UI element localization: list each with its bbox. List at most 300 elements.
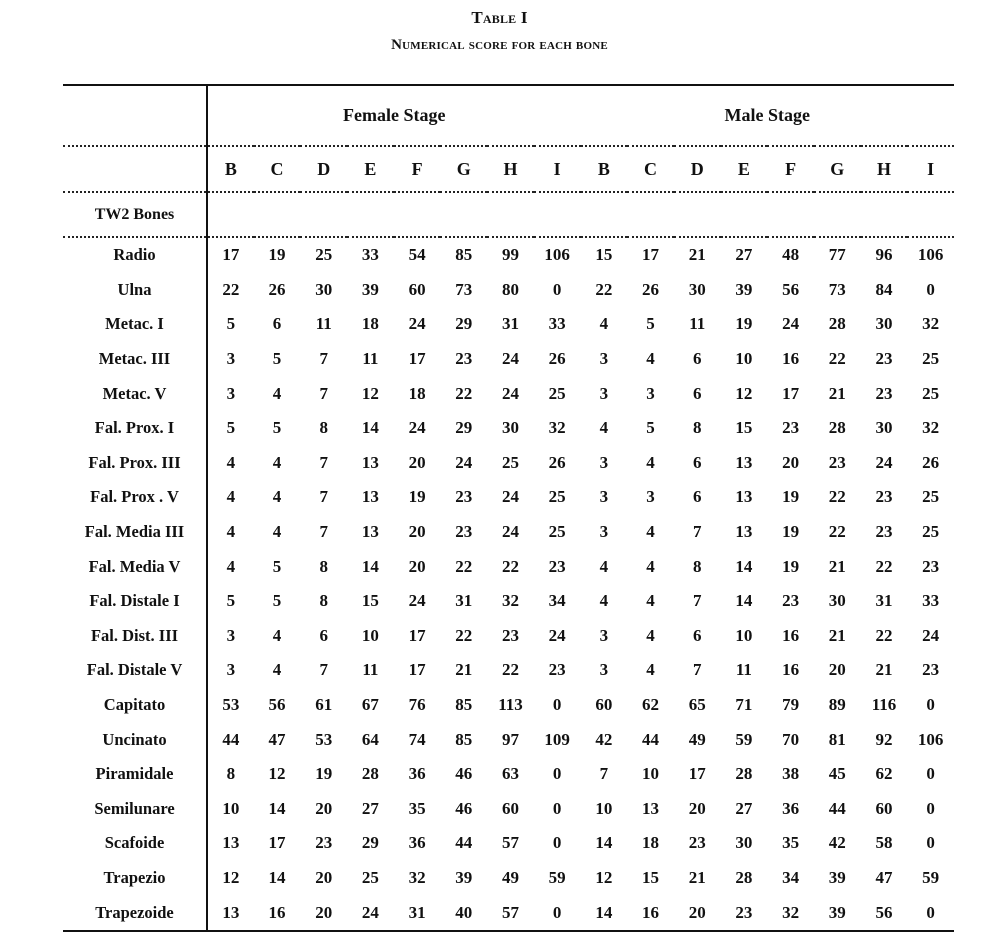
score-cell: 13 xyxy=(207,895,254,931)
score-cell: 38 xyxy=(782,764,800,784)
score-cell: 113 xyxy=(498,695,523,715)
score-cell: 14 xyxy=(361,556,379,576)
score-cell: 71 xyxy=(735,695,753,715)
score-cell: 24 xyxy=(347,895,394,931)
score-cell: 0 xyxy=(552,798,562,818)
score-cell: 19 xyxy=(735,314,753,334)
bone-name: Fal. Media V xyxy=(63,549,207,584)
score-cell: 3 xyxy=(646,383,655,403)
score-cell: 74 xyxy=(408,729,426,749)
score-cell: 4 xyxy=(272,625,282,645)
score-cell: 20 xyxy=(408,452,426,472)
bone-name: Fal. Media III xyxy=(63,515,207,550)
score-cell: 30 xyxy=(501,418,519,438)
score-cell: 28 xyxy=(828,314,846,334)
section-row xyxy=(63,192,954,237)
score-cell: 58 xyxy=(875,833,893,853)
score-cell: 20 xyxy=(782,452,800,472)
score-cell: 24 xyxy=(501,522,519,542)
score-cell: 99 xyxy=(501,245,519,265)
score-cell: 59 xyxy=(548,867,566,887)
score-cell: 73 xyxy=(455,279,473,299)
score-cell: 12 xyxy=(735,383,753,403)
score-cell: 92 xyxy=(875,729,893,749)
bone-name: Scafoide xyxy=(63,826,207,861)
score-cell: 22 xyxy=(455,625,473,645)
score-cell: 16 xyxy=(254,895,301,931)
stage-letter: H xyxy=(876,158,891,179)
score-cell: 60 xyxy=(408,279,426,299)
score-cell: 30 xyxy=(875,418,893,438)
score-cell: 11 xyxy=(362,349,379,369)
table-row xyxy=(63,722,954,757)
score-cell: 4 xyxy=(272,487,282,507)
section-label: TW2 Bones xyxy=(63,192,207,237)
score-cell: 24 xyxy=(408,591,426,611)
score-cell: 27 xyxy=(361,798,379,818)
table-label xyxy=(0,8,999,28)
score-cell: 53 xyxy=(222,695,240,715)
score-cell: 13 xyxy=(361,487,379,507)
score-cell: 20 xyxy=(828,660,846,680)
table-label-rest: able I xyxy=(482,8,528,27)
table-row xyxy=(63,515,954,550)
score-cell: 17 xyxy=(688,764,706,784)
score-cell: 16 xyxy=(782,660,800,680)
score-cell: 44 xyxy=(642,729,660,749)
score-cell: 47 xyxy=(875,867,893,887)
table-row xyxy=(63,376,954,411)
score-cell: 46 xyxy=(455,764,473,784)
table-row xyxy=(63,411,954,446)
score-cell: 19 xyxy=(782,487,800,507)
score-cell: 31 xyxy=(501,314,519,334)
table-row xyxy=(63,895,954,931)
score-cell: 22 xyxy=(455,556,473,576)
score-cell: 21 xyxy=(455,660,473,680)
bone-name: Semilunare xyxy=(63,792,207,827)
score-cell: 14 xyxy=(268,798,286,818)
score-cell: 0 xyxy=(926,798,935,818)
score-cell: 35 xyxy=(408,798,426,818)
score-cell: 77 xyxy=(828,245,846,265)
score-cell: 29 xyxy=(361,833,379,853)
score-cell: 33 xyxy=(922,591,940,611)
score-cell: 32 xyxy=(922,418,940,438)
score-cell: 6 xyxy=(692,383,702,403)
score-cell: 14 xyxy=(595,833,613,853)
stage-letter: B xyxy=(224,158,237,179)
score-cell: 26 xyxy=(548,452,566,472)
score-cell: 23 xyxy=(688,833,706,853)
score-cell: 30 xyxy=(875,314,893,334)
bone-name: Fal. Prox. I xyxy=(63,411,207,446)
score-cell: 18 xyxy=(642,833,660,853)
score-cell: 13 xyxy=(222,833,240,853)
score-cell: 85 xyxy=(455,729,473,749)
score-cell: 5 xyxy=(646,418,655,438)
score-cell: 7 xyxy=(319,522,328,542)
score-cell: 4 xyxy=(646,660,655,680)
table-row xyxy=(63,861,954,896)
score-cell: 47 xyxy=(268,729,286,749)
score-cell: 30 xyxy=(828,591,846,611)
score-cell: 19 xyxy=(782,556,800,576)
score-cell: 12 xyxy=(361,383,379,403)
score-cell: 4 xyxy=(599,556,609,576)
score-cell: 4 xyxy=(272,660,282,680)
score-cell: 31 xyxy=(455,591,473,611)
score-cell: 28 xyxy=(361,764,379,784)
score-cell: 3 xyxy=(599,452,609,472)
score-cell: 27 xyxy=(735,798,753,818)
score-cell: 76 xyxy=(408,695,426,715)
score-cell: 25 xyxy=(548,487,566,507)
score-cell: 23 xyxy=(548,556,566,576)
score-cell: 19 xyxy=(782,522,800,542)
bone-name: Fal. Dist. III xyxy=(63,619,207,654)
score-cell: 14 xyxy=(268,867,286,887)
score-cell: 6 xyxy=(692,452,702,472)
score-cell: 33 xyxy=(548,314,566,334)
score-cell: 0 xyxy=(552,279,562,299)
score-cell: 10 xyxy=(735,625,753,645)
score-cell: 4 xyxy=(226,487,236,507)
stage-letter-row xyxy=(63,146,954,192)
score-cell: 42 xyxy=(595,729,613,749)
bone-name: Trapezio xyxy=(63,861,207,896)
score-cell: 60 xyxy=(875,798,893,818)
score-cell: 12 xyxy=(595,867,613,887)
group-header-row xyxy=(63,85,954,146)
score-cell: 22 xyxy=(828,522,846,542)
score-cell: 20 xyxy=(408,522,426,542)
score-cell: 5 xyxy=(272,349,282,369)
score-cell: 32 xyxy=(548,418,566,438)
header-corner xyxy=(63,146,207,192)
score-cell: 14 xyxy=(581,895,628,931)
score-cell: 5 xyxy=(272,418,282,438)
score-cell: 22 xyxy=(501,660,519,680)
score-cell: 22 xyxy=(222,279,240,299)
score-cell: 23 xyxy=(455,349,473,369)
bone-name: Metac. I xyxy=(63,307,207,342)
score-cell: 4 xyxy=(646,349,655,369)
score-cell: 23 xyxy=(922,556,940,576)
bone-name: Piramidale xyxy=(63,757,207,792)
score-cell: 7 xyxy=(692,522,702,542)
score-cell: 24 xyxy=(548,625,566,645)
bone-name: Capitato xyxy=(63,688,207,723)
stage-letter: C xyxy=(270,158,284,179)
score-cell: 34 xyxy=(782,867,800,887)
score-cell: 21 xyxy=(688,867,706,887)
table-row xyxy=(63,273,954,308)
score-cell: 8 xyxy=(319,556,328,576)
score-cell: 7 xyxy=(319,660,328,680)
score-cell: 4 xyxy=(646,591,655,611)
score-cell: 11 xyxy=(689,314,706,334)
table-row xyxy=(63,549,954,584)
score-cell: 60 xyxy=(501,798,519,818)
score-cell: 33 xyxy=(361,245,379,265)
stage-letter: G xyxy=(830,158,845,179)
bone-name: Metac. III xyxy=(63,342,207,377)
score-cell: 25 xyxy=(922,487,940,507)
score-cell: 22 xyxy=(875,556,893,576)
score-cell: 17 xyxy=(642,245,660,265)
score-cell: 85 xyxy=(455,245,473,265)
score-cell: 28 xyxy=(735,867,753,887)
score-cell: 13 xyxy=(735,522,753,542)
score-cell: 32 xyxy=(767,895,814,931)
score-cell: 19 xyxy=(315,764,333,784)
score-cell: 7 xyxy=(319,349,328,369)
score-cell: 23 xyxy=(875,522,893,542)
stage-letter: E xyxy=(737,158,750,179)
score-cell: 67 xyxy=(361,695,379,715)
score-cell: 73 xyxy=(828,279,846,299)
score-cell: 5 xyxy=(226,418,236,438)
score-cell: 5 xyxy=(226,591,236,611)
score-cell: 21 xyxy=(828,556,846,576)
score-cell: 17 xyxy=(408,660,426,680)
score-cell: 20 xyxy=(688,798,706,818)
score-cell: 0 xyxy=(926,833,935,853)
table-label-initial: T xyxy=(471,8,483,27)
score-cell: 25 xyxy=(922,522,940,542)
bone-name: Metac. V xyxy=(63,376,207,411)
score-cell: 57 xyxy=(487,895,534,931)
score-cell: 16 xyxy=(627,895,674,931)
score-cell: 35 xyxy=(782,833,800,853)
score-cell: 13 xyxy=(361,522,379,542)
score-cell: 22 xyxy=(501,556,519,576)
score-cell: 17 xyxy=(268,833,286,853)
score-cell: 24 xyxy=(501,349,519,369)
score-cell: 97 xyxy=(501,729,519,749)
score-cell: 4 xyxy=(226,522,236,542)
score-cell: 32 xyxy=(922,314,940,334)
bone-name: Fal. Prox. III xyxy=(63,446,207,481)
score-cell: 14 xyxy=(735,591,753,611)
score-cell: 26 xyxy=(268,279,286,299)
score-cell: 17 xyxy=(408,625,426,645)
score-cell: 23 xyxy=(782,418,800,438)
score-cell: 3 xyxy=(599,349,609,369)
score-cell: 4 xyxy=(272,383,282,403)
score-cell: 22 xyxy=(828,487,846,507)
score-cell: 39 xyxy=(735,279,753,299)
score-cell: 14 xyxy=(735,556,753,576)
score-cell: 23 xyxy=(875,487,893,507)
score-cell: 23 xyxy=(721,895,768,931)
stage-letter: I xyxy=(553,158,561,179)
score-cell: 15 xyxy=(642,867,660,887)
score-cell: 5 xyxy=(226,314,236,334)
score-cell: 4 xyxy=(599,418,609,438)
score-cell: 6 xyxy=(692,349,702,369)
table-row xyxy=(63,619,954,654)
score-cell: 25 xyxy=(548,522,566,542)
score-cell: 19 xyxy=(268,245,286,265)
score-cell: 5 xyxy=(272,556,282,576)
score-cell: 44 xyxy=(222,729,240,749)
score-cell: 20 xyxy=(315,867,333,887)
score-cell: 7 xyxy=(319,452,328,472)
score-cell: 0 xyxy=(907,895,954,931)
score-cell: 22 xyxy=(455,383,473,403)
table-row xyxy=(63,237,954,273)
score-cell: 6 xyxy=(692,487,702,507)
score-cell: 20 xyxy=(408,556,426,576)
table-row xyxy=(63,307,954,342)
score-cell: 15 xyxy=(595,245,613,265)
score-cell: 25 xyxy=(361,867,379,887)
score-cell: 3 xyxy=(599,660,609,680)
score-cell: 13 xyxy=(361,452,379,472)
score-cell: 14 xyxy=(361,418,379,438)
table-row xyxy=(63,342,954,377)
score-cell: 4 xyxy=(226,556,236,576)
score-cell: 10 xyxy=(595,798,613,818)
score-cell: 106 xyxy=(917,729,944,749)
score-cell: 44 xyxy=(828,798,846,818)
score-cell: 23 xyxy=(875,349,893,369)
score-cell: 39 xyxy=(455,867,473,887)
score-cell: 11 xyxy=(362,660,379,680)
score-cell: 53 xyxy=(315,729,333,749)
score-cell: 32 xyxy=(501,591,519,611)
score-cell: 23 xyxy=(455,522,473,542)
score-cell: 29 xyxy=(455,418,473,438)
bone-name: Uncinato xyxy=(63,722,207,757)
table-row xyxy=(63,826,954,861)
score-cell: 23 xyxy=(875,383,893,403)
score-cell: 21 xyxy=(688,245,706,265)
table-title-rest: umerical score for each bone xyxy=(402,37,608,53)
score-cell: 39 xyxy=(361,279,379,299)
score-cell: 45 xyxy=(828,764,846,784)
score-cell: 56 xyxy=(861,895,908,931)
score-cell: 30 xyxy=(315,279,333,299)
score-cell: 7 xyxy=(692,591,702,611)
male-stage-header: Male Stage xyxy=(724,105,810,125)
score-cell: 15 xyxy=(361,591,379,611)
score-cell: 24 xyxy=(782,314,800,334)
header-corner xyxy=(63,85,207,146)
score-cell: 24 xyxy=(922,625,940,645)
score-cell: 8 xyxy=(692,418,702,438)
stage-letter: I xyxy=(927,158,935,179)
score-cell: 6 xyxy=(319,625,328,645)
score-cell: 26 xyxy=(642,279,660,299)
score-cell: 7 xyxy=(319,383,328,403)
score-cell: 62 xyxy=(642,695,660,715)
score-cell: 13 xyxy=(642,798,660,818)
score-cell: 11 xyxy=(735,660,752,680)
score-cell: 21 xyxy=(875,660,893,680)
score-cell: 49 xyxy=(688,729,706,749)
score-cell: 3 xyxy=(599,487,609,507)
score-cell: 4 xyxy=(226,452,236,472)
score-cell: 57 xyxy=(501,833,519,853)
score-cell: 3 xyxy=(226,660,236,680)
score-cell: 89 xyxy=(828,695,846,715)
score-cell: 63 xyxy=(501,764,519,784)
table-row xyxy=(63,688,954,723)
score-cell: 7 xyxy=(599,764,609,784)
score-cell: 31 xyxy=(875,591,893,611)
female-stage-header: Female Stage xyxy=(343,105,446,125)
score-cell: 24 xyxy=(408,314,426,334)
bone-name: Trapezoide xyxy=(63,895,207,931)
score-cell: 23 xyxy=(922,660,940,680)
bone-score-table xyxy=(63,84,954,932)
stage-letter: F xyxy=(785,158,797,179)
score-cell: 28 xyxy=(735,764,753,784)
score-cell: 13 xyxy=(735,487,753,507)
score-cell: 62 xyxy=(875,764,893,784)
score-cell: 0 xyxy=(552,764,562,784)
table-row xyxy=(63,480,954,515)
bone-name: Fal. Distale V xyxy=(63,653,207,688)
score-cell: 10 xyxy=(222,798,240,818)
score-cell: 18 xyxy=(408,383,426,403)
score-cell: 20 xyxy=(300,895,347,931)
score-cell: 116 xyxy=(871,695,897,715)
score-cell: 15 xyxy=(735,418,753,438)
score-cell: 36 xyxy=(782,798,800,818)
score-cell: 59 xyxy=(922,867,940,887)
score-cell: 8 xyxy=(319,591,328,611)
score-cell: 7 xyxy=(692,660,702,680)
score-cell: 3 xyxy=(226,383,236,403)
table-row xyxy=(63,446,954,481)
score-cell: 17 xyxy=(408,349,426,369)
score-cell: 54 xyxy=(408,245,426,265)
bone-name: Radio xyxy=(63,237,207,273)
score-cell: 26 xyxy=(922,452,940,472)
stage-letter: E xyxy=(364,158,377,179)
score-cell: 25 xyxy=(922,383,940,403)
score-cell: 40 xyxy=(440,895,487,931)
score-cell: 6 xyxy=(272,314,282,334)
stage-letter: D xyxy=(690,158,704,179)
score-cell: 4 xyxy=(599,314,609,334)
score-cell: 0 xyxy=(534,895,581,931)
table-title xyxy=(0,37,999,54)
stage-letter: C xyxy=(644,158,658,179)
score-cell: 81 xyxy=(828,729,846,749)
score-cell: 4 xyxy=(646,522,655,542)
score-cell: 20 xyxy=(315,798,333,818)
stage-letter: B xyxy=(597,158,610,179)
score-cell: 22 xyxy=(595,279,613,299)
score-cell: 25 xyxy=(922,349,940,369)
score-cell: 17 xyxy=(782,383,800,403)
score-cell: 36 xyxy=(408,833,426,853)
score-cell: 10 xyxy=(735,349,753,369)
score-cell: 24 xyxy=(455,452,473,472)
score-cell: 3 xyxy=(226,349,236,369)
score-cell: 25 xyxy=(548,383,566,403)
score-cell: 23 xyxy=(455,487,473,507)
score-cell: 44 xyxy=(455,833,473,853)
score-cell: 8 xyxy=(226,764,236,784)
score-cell: 24 xyxy=(501,383,519,403)
score-cell: 56 xyxy=(782,279,800,299)
